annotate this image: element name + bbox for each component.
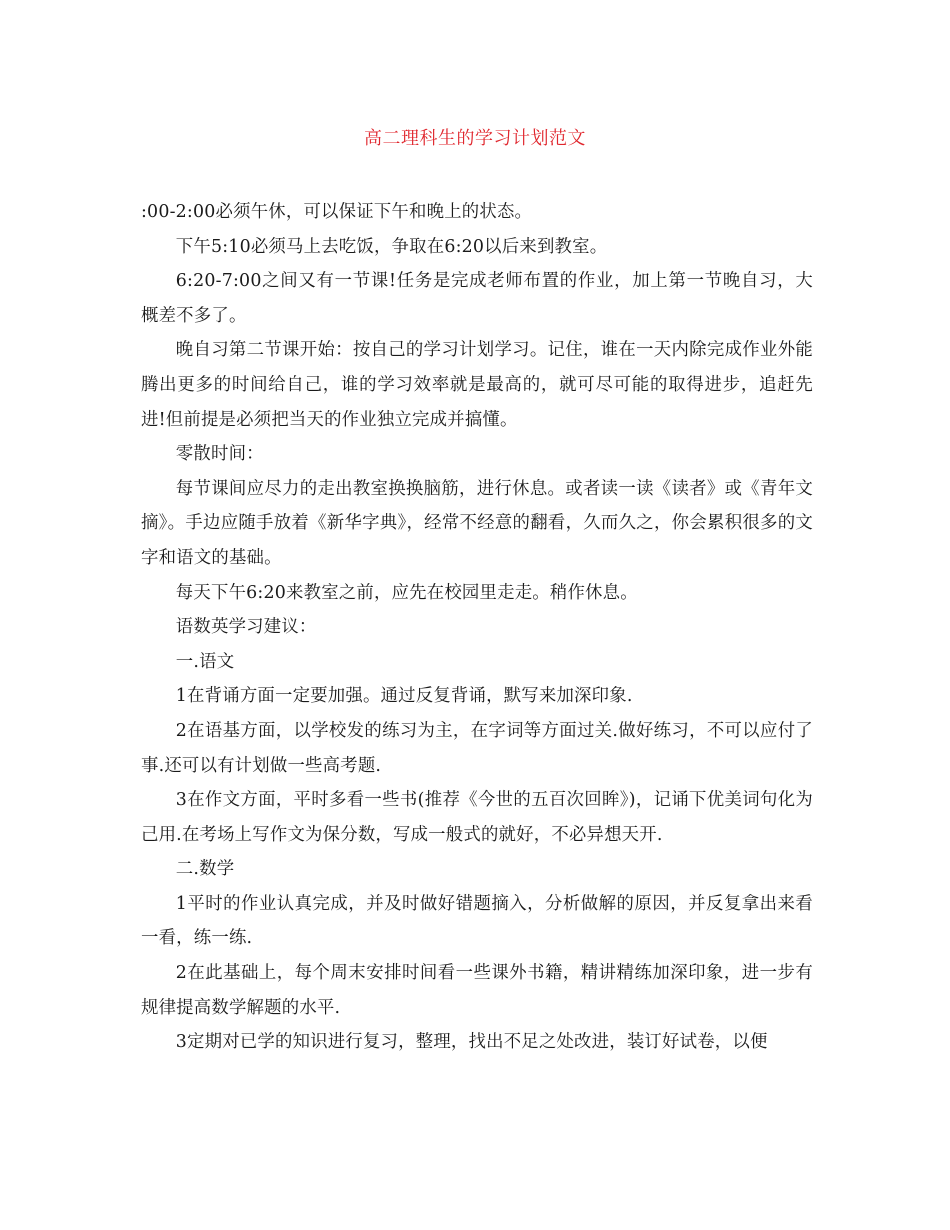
paragraph-math-1: 1平时的作业认真完成，并及时做好错题摘入，分析做解的原因，并反复拿出来看一看，练一练. xyxy=(141,893,813,949)
paragraph-chinese-3: 3在作文方面，平时多看一些书(推荐《今世的五百次回眸》)，记诵下优美词句化为己用.在考场上写作文为保分数，写成一般式的就好，不必异想天开. xyxy=(141,790,813,845)
document-title: 高二理科生的学习计划范文 xyxy=(364,128,586,149)
paragraph-math-3: 3定期对已学的知识进行复习，整理，找出不足之处改进，装订好试卷，以便 xyxy=(175,1032,768,1053)
document-body xyxy=(141,195,813,1060)
paragraph-spare-time-heading: 零散时间： xyxy=(175,444,264,465)
paragraph-chinese-2: 2在语基方面，以学校发的练习为主，在字词等方面过关.做好练习，不可以应付了事.还可以有计划做一些高考题. xyxy=(141,720,813,776)
paragraph-walk: 每天下午6:20来教室之前，应先在校园里走走。稍作休息。 xyxy=(175,582,638,603)
paragraph-math-2: 2在此基础上，每个周末安排时间看一些课外书籍，精讲精练加深印象，进一步有规律提高数学解题的水平. xyxy=(141,963,813,1018)
paragraph-breaks: 每节课间应尽力的走出教室换换脑筋，进行休息。或者读一读《读者》或《青年文摘》。手边应随手放着《新华字典》，经常不经意的翻看，久而久之，你会累积很多的文字和语文的基础。 xyxy=(141,478,813,568)
paragraph-dinner: 下午5:10必须马上去吃饭，争取在6:20以后来到教室。 xyxy=(175,236,608,257)
paragraph-nap: :00-2:00必须午休，可以保证下午和晚上的状态。 xyxy=(141,202,533,222)
section-heading-chinese: 一.语文 xyxy=(175,651,235,672)
paragraph-evening-class: 6:20-7:00之间又有一节课!任务是完成老师布置的作业，加上第一节晚自习，大概差不多了。 xyxy=(141,271,813,326)
paragraph-suggestions-heading: 语数英学习建议： xyxy=(175,617,317,638)
paragraph-chinese-1: 1在背诵方面一定要加强。通过反复背诵，默写来加深印象. xyxy=(175,686,633,707)
section-heading-math: 二.数学 xyxy=(175,859,235,880)
paragraph-second-session: 晚自习第二节课开始：按自己的学习计划学习。记住，谁在一天内除完成作业外能腾出更多的时间给自己，谁的学习效率就是最高的，就可尽可能的取得进步，追赶先进!但前提是必须把当天的作业独立完成并搞懂。 xyxy=(141,340,813,430)
